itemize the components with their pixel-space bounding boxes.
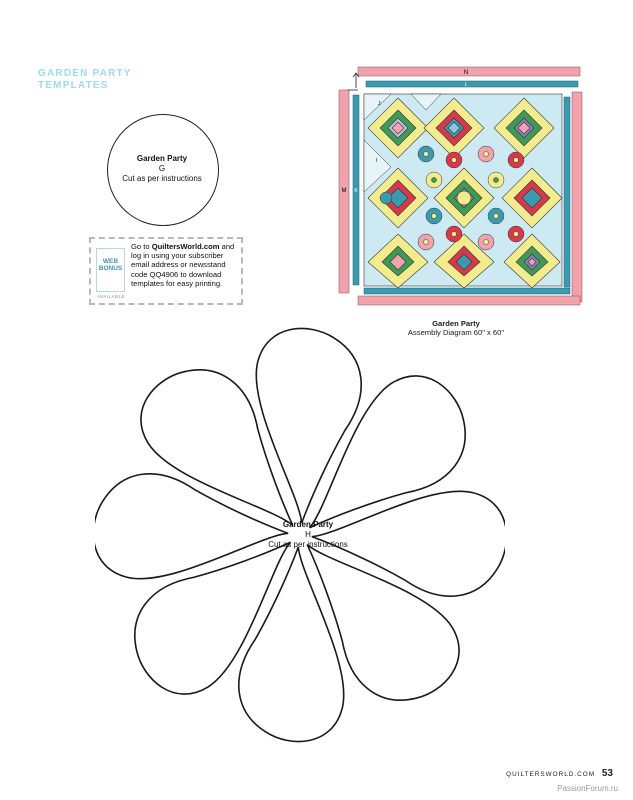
footer-site: QUILTERSWORLD.COM (506, 771, 596, 778)
badge-available: AVAILABLE (97, 294, 126, 299)
label-m: M (341, 188, 347, 194)
web-bonus-text (131, 242, 243, 288)
badge-line1: WEB (102, 258, 119, 265)
template-h-label (258, 520, 358, 550)
template-h-piece: H (305, 530, 311, 539)
section-title-line1: GARDEN PARTY (38, 68, 132, 79)
watermark: PassionForum.ru (557, 784, 618, 793)
section-title (38, 68, 132, 92)
template-g-name: Garden Party (136, 154, 188, 163)
template-g-piece: G (158, 164, 166, 173)
section-title-line2: TEMPLATES (38, 80, 109, 91)
assembly-diagram (336, 62, 586, 312)
label-l: L (464, 82, 468, 88)
web-bonus-box (89, 237, 243, 305)
page-footer (506, 768, 613, 779)
template-g-label (117, 154, 207, 184)
label-n: N (463, 70, 469, 76)
web-bonus-badge (96, 248, 126, 299)
page-number: 53 (601, 768, 613, 779)
diagram-caption-name: Garden Party (432, 319, 480, 328)
badge-line2: BONUS (98, 265, 123, 272)
web-bonus-site-link[interactable]: QuiltersWorld.com (151, 242, 220, 251)
petal (232, 541, 364, 747)
template-h-name: Garden Party (282, 520, 334, 529)
diagram-caption-size: Assembly Diagram 60" x 60" (407, 328, 505, 337)
petal (236, 323, 368, 529)
label-k: K (354, 188, 358, 194)
web-bonus-pre: Go to (131, 242, 152, 251)
label-i: I (376, 158, 378, 164)
template-h-instructions: Cut as per instructions (268, 540, 348, 549)
border-n (358, 67, 580, 76)
label-j: J (378, 101, 381, 107)
web-bonus-post: and log in using your subscriber email address or newsstand code QQ4906 to download templates for easy printing. (131, 242, 235, 288)
border-l (366, 81, 578, 87)
template-g-instructions: Cut as per instructions (122, 174, 202, 183)
